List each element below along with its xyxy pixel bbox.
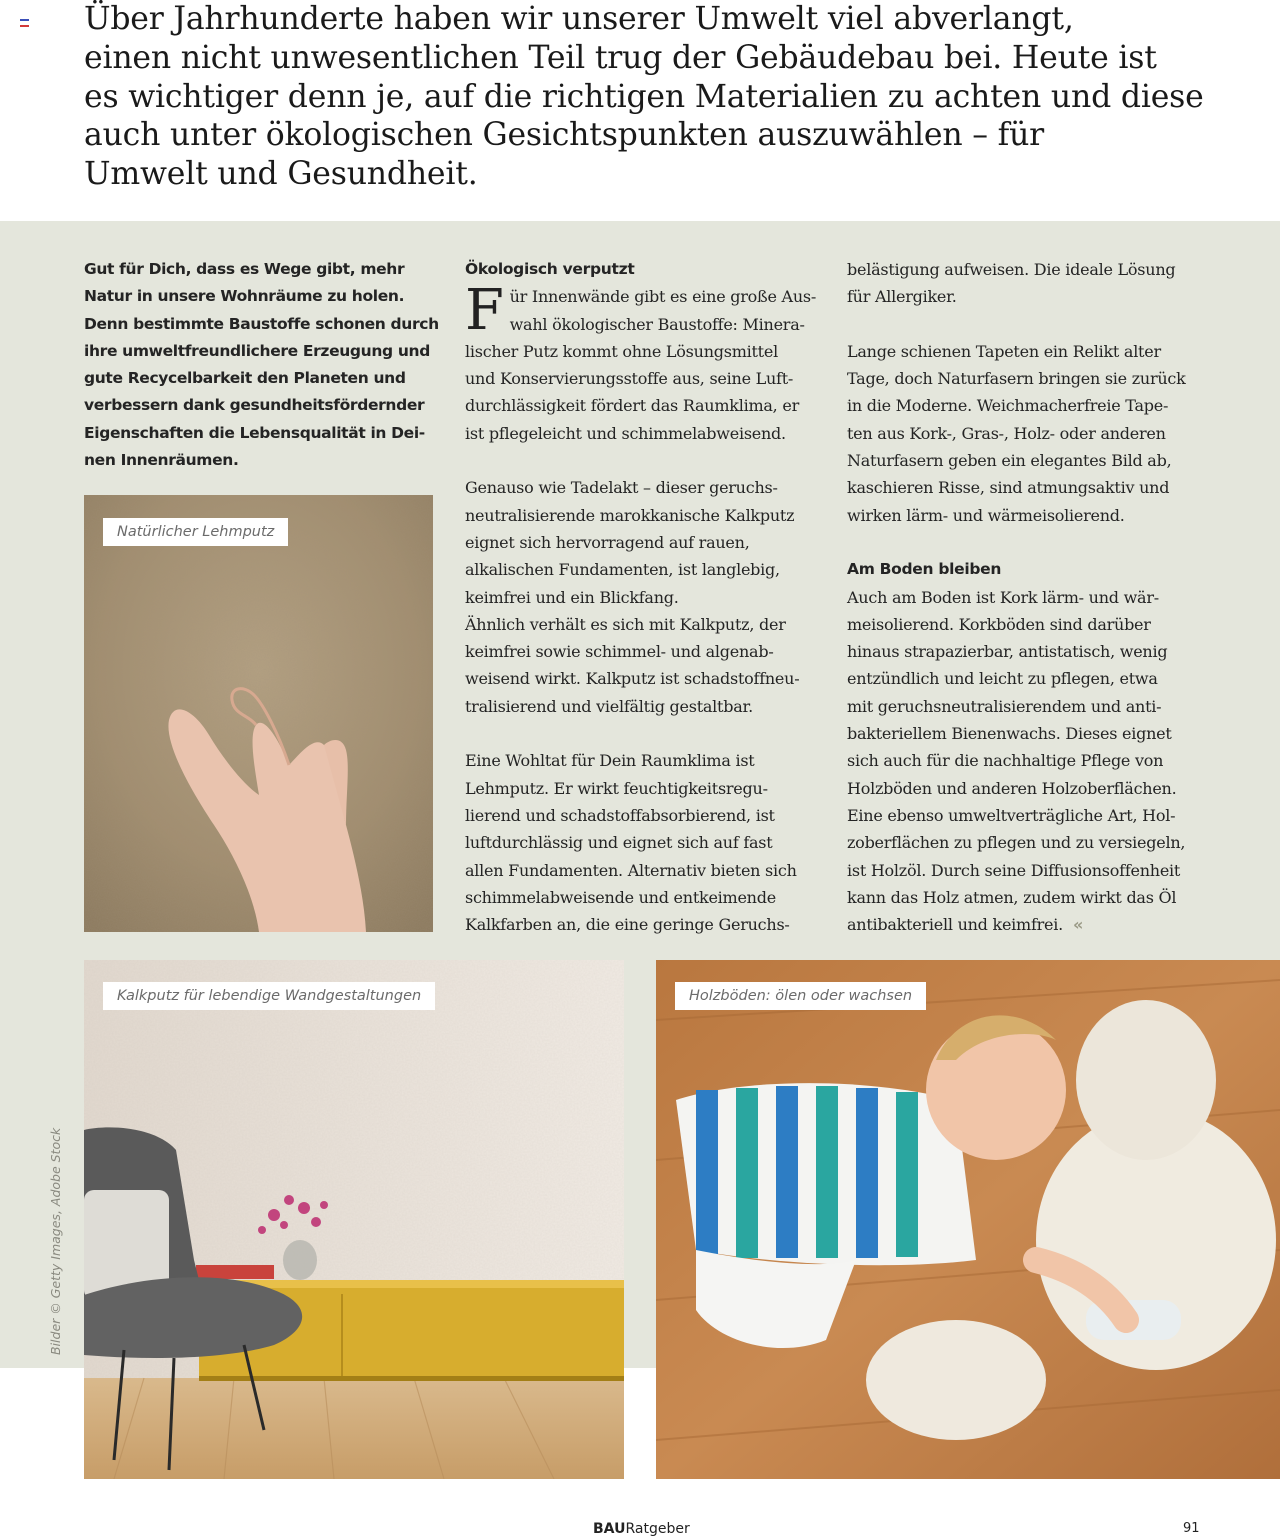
photo-holzboeden bbox=[656, 960, 1280, 1479]
lime-plaster-room-image bbox=[84, 960, 624, 1479]
lead-line: Eigenschaften die Lebensqualität in Dei- bbox=[84, 423, 425, 442]
lead-line: Denn bestimmte Baustoffe schonen durch bbox=[84, 314, 439, 333]
child-on-wood-floor-image bbox=[656, 960, 1280, 1479]
text-line: Auch am Boden ist Kork lärm- und wär- bbox=[847, 587, 1159, 607]
text-line: neutralisierende marokkanische Kalkputz bbox=[465, 505, 795, 525]
brand-rest: Ratgeber bbox=[625, 1521, 690, 1537]
text-line: Holzböden und anderen Holzoberflächen. bbox=[847, 778, 1177, 798]
section-heading: Am Boden bleiben bbox=[847, 560, 1002, 579]
text-line: kann das Holz atmen, zudem wirkt das Öl bbox=[847, 887, 1177, 907]
intro-line: auch unter ökologischen Gesichtspunkten auszuwählen – für bbox=[84, 117, 1045, 154]
lead-line: ihre umweltfreundlichere Erzeugung und bbox=[84, 341, 430, 360]
text-line: meisolierend. Korkböden sind darüber bbox=[847, 614, 1151, 634]
lead-paragraph bbox=[84, 256, 439, 474]
text-last: antibakteriell und keimfrei. bbox=[847, 915, 1063, 935]
text-line: wahl ökologischer Baustoffe: Minera- bbox=[509, 314, 805, 334]
text-line: Genauso wie Tadelakt – dieser geruchs- bbox=[465, 478, 778, 498]
text-line: in die Moderne. Weichmacherfreie Tape- bbox=[847, 396, 1169, 416]
page-number: 91 bbox=[1183, 1521, 1200, 1536]
caption-holzboeden: Holzböden: ölen oder wachsen bbox=[675, 982, 926, 1010]
text-line: lierend und schadstoffabsorbierend, ist bbox=[465, 805, 775, 825]
lead-line: verbessern dank gesundheitsfördernder bbox=[84, 396, 425, 415]
intro-line: es wichtiger denn je, auf die richtigen Materialien zu achten und diese bbox=[84, 78, 1204, 115]
text-line: Kalkfarben an, die eine geringe Geruchs- bbox=[465, 915, 790, 935]
lead-line: Gut für Dich, dass es Wege gibt, mehr bbox=[84, 260, 405, 278]
text-line: ist Holzöl. Durch seine Diffusionsoffenheit bbox=[847, 860, 1181, 880]
dropcap: F bbox=[465, 278, 504, 344]
caption-kalkputz: Kalkputz für lebendige Wandgestaltungen bbox=[103, 982, 435, 1010]
text-line: schimmelabweisende und entkeimende bbox=[465, 887, 776, 907]
text-line: Ähnlich verhält es sich mit Kalkputz, der bbox=[465, 614, 786, 634]
text-line: Eine Wohltat für Dein Raumklima ist bbox=[465, 751, 755, 771]
photo-lehmputz bbox=[84, 495, 433, 932]
text-line: tralisierend und vielfältig gestaltbar. bbox=[465, 696, 753, 716]
text-line: mit geruchsneutralisierendem und anti- bbox=[847, 696, 1162, 716]
text-line: kaschieren Risse, sind atmungsaktiv und bbox=[847, 478, 1170, 498]
lead-line: nen Innenräumen. bbox=[84, 451, 239, 470]
text-line: Lehmputz. Er wirkt feuchtigkeitsregu- bbox=[465, 778, 768, 798]
intro-line: Über Jahrhunderte haben wir unserer Umwelt viel abverlangt, bbox=[84, 1, 1074, 37]
column-oekologisch-verputzt bbox=[465, 256, 817, 938]
text-line: zoberflächen zu pflegen und zu versiegeln, bbox=[847, 833, 1186, 853]
section-heading: Ökologisch verputzt bbox=[465, 260, 635, 278]
text-line-last bbox=[847, 911, 1199, 938]
text-line: weisend wirkt. Kalkputz ist schadstoffneu- bbox=[465, 669, 800, 689]
photo-credit: Bilder © Getty Images, Adobe Stock bbox=[48, 1127, 63, 1355]
text-line: ür Innenwände gibt es eine große Aus- bbox=[509, 287, 817, 307]
text-line: belästigung aufweisen. Die ideale Lösung bbox=[847, 260, 1176, 279]
text-line: Tage, doch Naturfasern bringen sie zurück bbox=[847, 369, 1186, 389]
text-line: keimfrei und ein Blickfang. bbox=[465, 587, 679, 607]
column-am-boden-bleiben bbox=[847, 256, 1199, 938]
intro-line: einen nicht unwesentlichen Teil trug der Gebäudebau bei. Heute ist bbox=[84, 39, 1157, 76]
text-line: ist pflegeleicht und schimmelabweisend. bbox=[465, 423, 786, 443]
brand-bold: BAU bbox=[593, 1521, 626, 1537]
photo-kalkputz bbox=[84, 960, 624, 1479]
text-line: Eine ebenso umweltverträgliche Art, Hol- bbox=[847, 805, 1176, 825]
caption-lehmputz: Natürlicher Lehmputz bbox=[103, 518, 288, 546]
text-line: alkalischen Fundamenten, ist langlebig, bbox=[465, 560, 780, 580]
end-mark-icon: « bbox=[1072, 915, 1084, 935]
text-line: wirken lärm- und wärmeisolierend. bbox=[847, 505, 1125, 525]
text-line: eignet sich hervorragend auf rauen, bbox=[465, 532, 750, 552]
text-line: Lange schienen Tapeten ein Relikt alter bbox=[847, 341, 1161, 361]
intro-line: Umwelt und Gesundheit. bbox=[84, 156, 478, 193]
text-line: hinaus strapazierbar, antistatisch, wenig bbox=[847, 642, 1168, 662]
text-line: und Konservierungsstoffe aus, seine Luft- bbox=[465, 369, 794, 389]
footer-brand bbox=[593, 1521, 690, 1537]
paragraph bbox=[465, 278, 817, 447]
text-line: sich auch für die nachhaltige Pflege von bbox=[847, 751, 1164, 771]
text-line: lischer Putz kommt ohne Lösungsmittel bbox=[465, 341, 778, 361]
flag-icon bbox=[20, 19, 29, 26]
text-line: ten aus Kork-, Gras-, Holz- oder anderen bbox=[847, 423, 1166, 443]
lead-line: Natur in unsere Wohnräume zu holen. bbox=[84, 287, 405, 306]
text-line: bakteriellem Bienenwachs. Dieses eignet bbox=[847, 724, 1172, 744]
text-line: allen Fundamenten. Alternativ bieten sich bbox=[465, 860, 797, 880]
text-line: Naturfasern geben ein elegantes Bild ab, bbox=[847, 451, 1172, 471]
text-line: luftdurchlässig und eignet sich auf fast bbox=[465, 833, 773, 853]
text-line: entzündlich und leicht zu pflegen, etwa bbox=[847, 669, 1158, 689]
text-line: durchlässigkeit fördert das Raumklima, er bbox=[465, 396, 799, 416]
text-line: für Allergiker. bbox=[847, 287, 957, 307]
intro-text bbox=[84, 0, 1204, 194]
lead-line: gute Recycelbarkeit den Planeten und bbox=[84, 369, 406, 388]
clay-wall-hand-image bbox=[84, 495, 433, 932]
text-line: keimfrei sowie schimmel- und algenab- bbox=[465, 642, 774, 662]
